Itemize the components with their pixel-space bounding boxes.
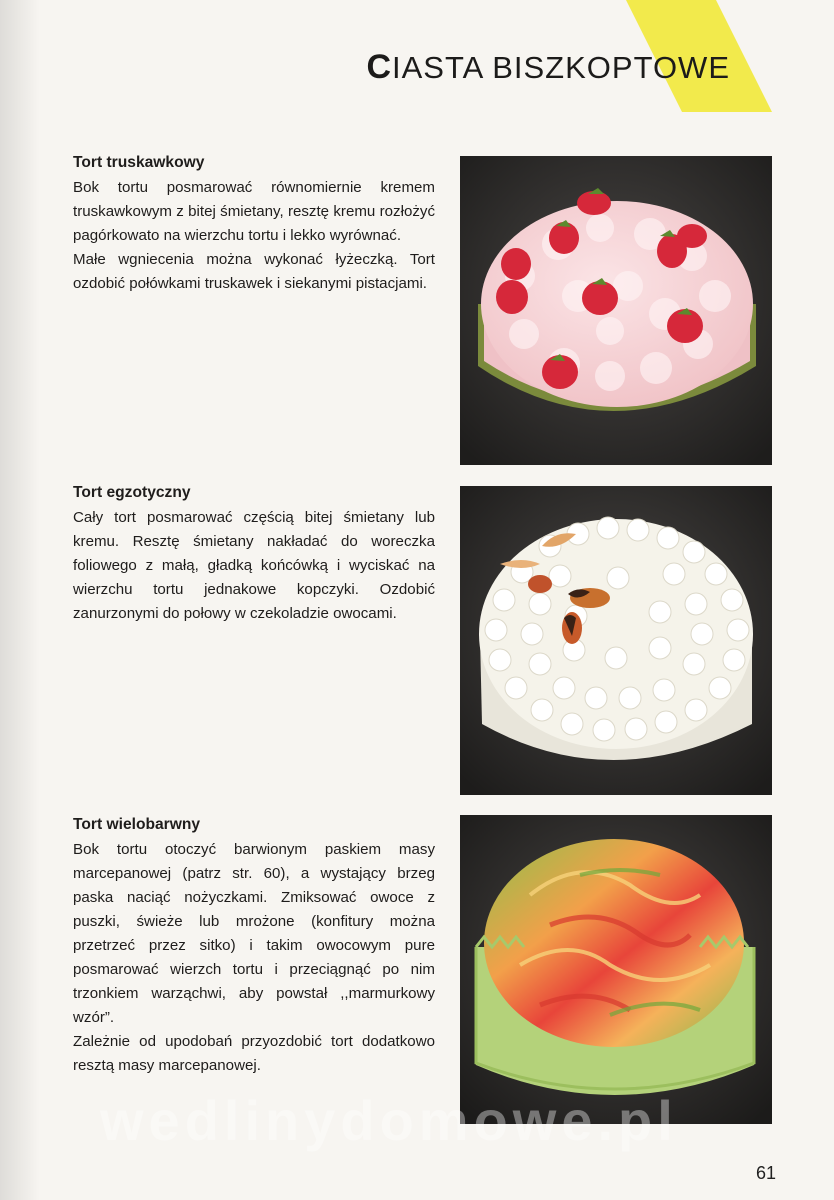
binding-shadow — [0, 0, 40, 1200]
recipe-exotic — [73, 481, 435, 626]
recipe-title: Tort wielobarwny — [73, 816, 201, 833]
multicolor-cake-photo — [460, 815, 772, 1124]
recipe-title: Tort truskawkowy — [73, 154, 205, 171]
recipe-paragraph: Bok tortu posmarować równomiernie kremem truskawkowym z bitej śmietany, resztę kremu rozłożyć pagórkowato na wierzchu tortu i lekko wyrównać. — [73, 179, 435, 244]
section-title — [366, 48, 730, 87]
section-title-initial: C — [366, 48, 393, 86]
recipe-paragraph: Małe wgniecenia można wykonać łyżeczką. Tort ozdobić połówkami truskawek i siekanymi pistacjami. — [73, 251, 435, 292]
recipe-strawberry — [73, 151, 435, 296]
recipe-multicolor — [73, 813, 435, 1078]
recipe-title: Tort egzotyczny — [73, 484, 191, 501]
recipe-paragraph: Cały tort posmarować częścią bitej śmietany lub kremu. Resztę śmietany nakładać do woreczka foliowego z małą, gładką końcówką i wyciskać na wierzchu tortu jednakowe kopczyki. Ozdobić zanurzonymi do połowy w czekoladzie owocami. — [73, 509, 435, 622]
recipe-paragraph: Bok tortu otoczyć barwionym paskiem masy marcepanowej (patrz str. 60), a wystający brzeg paska naciąć nożyczkami. Zmiksować owoce z puszki, świeże lub mrożone (konfitury można przetrzeć przez sitko) i takim owocowym pure posmarować wierzch tortu i przeciągnąć po nim trzonkiem warząchwi, aby powstał ,,marmurkowy wzór”. — [73, 841, 435, 1026]
recipe-paragraph: Zależnie od upodobań przyozdobić tort dodatkowo resztą masy marcepanowej. — [73, 1033, 435, 1074]
watermark-text: wedlinydomowe.pl — [100, 1089, 678, 1152]
exotic-cake-photo — [460, 486, 772, 795]
page-number: 61 — [755, 1163, 776, 1183]
section-title-rest: IASTA BISZKOPTOWE — [392, 50, 730, 85]
strawberry-cake-photo — [460, 156, 772, 465]
